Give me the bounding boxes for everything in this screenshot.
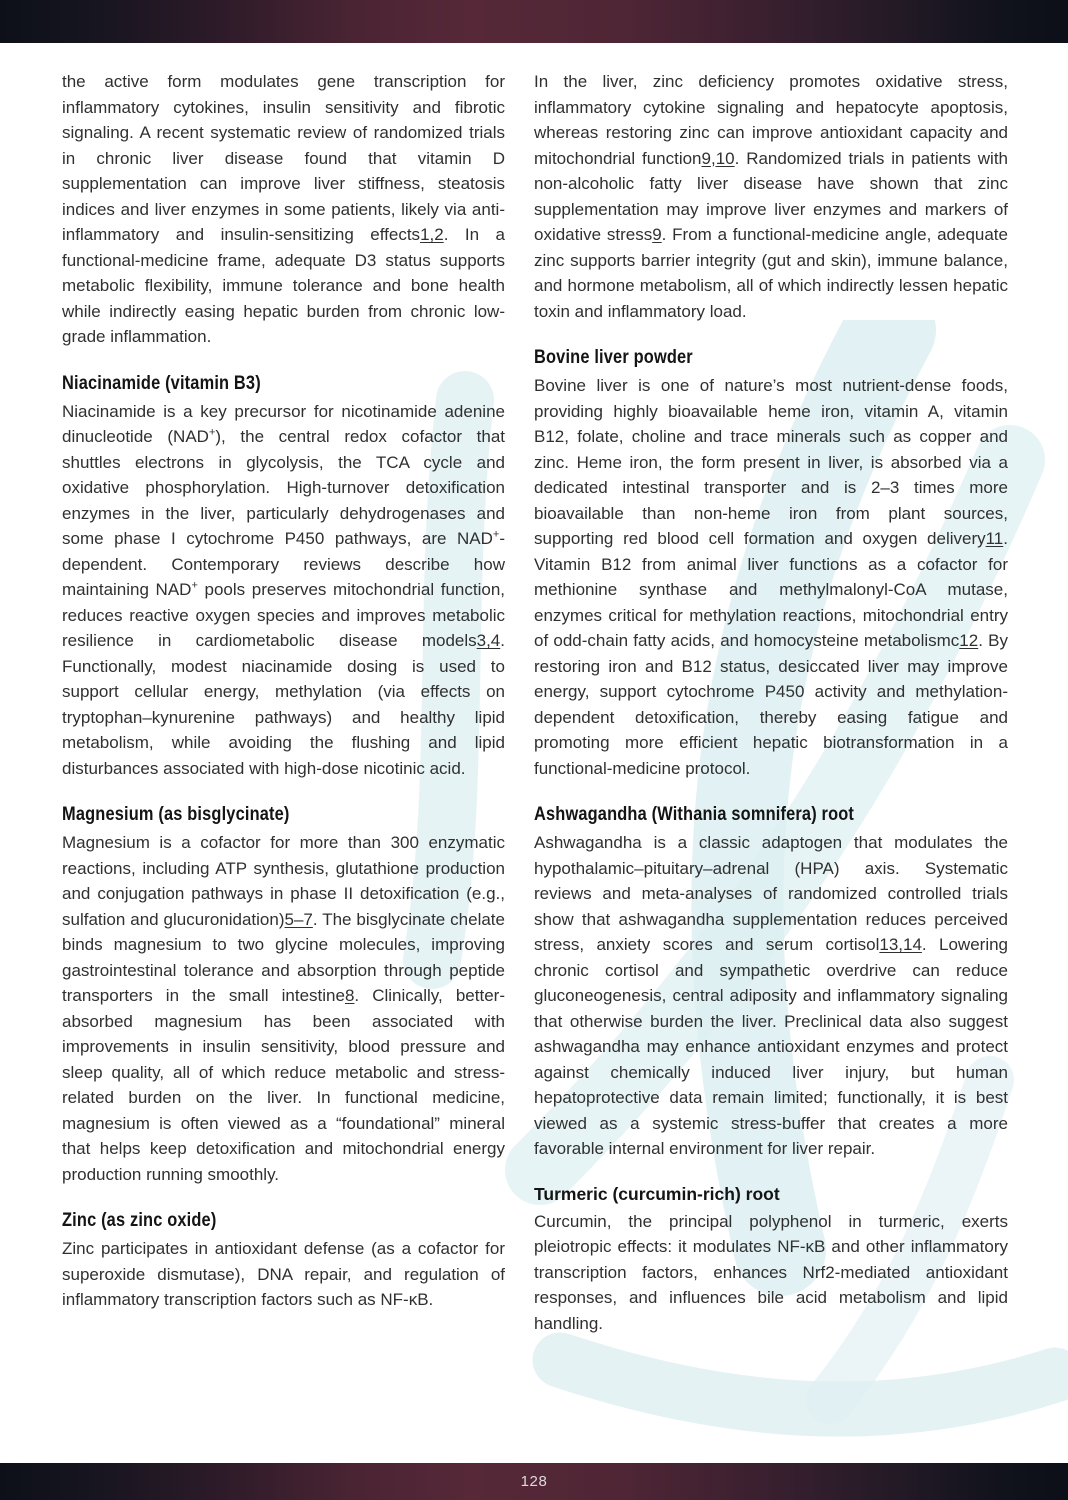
section-heading: Bovine liver powder xyxy=(534,346,693,368)
left-column xyxy=(62,69,505,1336)
paragraph: Niacinamide is a key precursor for nicotinamide adenine dinucleotide (NAD+), the central redox cofactor that shuttles electrons in glycolysis, the TCA cycle and oxidative phosphorylation. High-turnover detoxification enzymes in the liver, particularly dehydrogenases and some phase I cytochrome P450 pathways, are NAD+-dependent. Contemporary reviews describe how maintaining NAD+ pools preserves mitochondrial function, reduces reactive oxygen species and improves metabolic resilience in cardiometabolic disease models3,4. Functionally, modest niacinamide dosing is used to support cellular energy, methylation (via effects on tryptophan–kynurenine pathways) and healthy lipid metabolism, while avoiding the flushing and lipid disturbances associated with high-dose nicotinic acid. xyxy=(62,401,505,778)
superscript: + xyxy=(191,579,198,592)
superscript: + xyxy=(492,528,500,541)
page-content xyxy=(62,43,1008,1336)
header-bar xyxy=(0,0,1068,43)
reference-link[interactable]: 9,10 xyxy=(701,148,735,168)
paragraph: Bovine liver is one of nature’s most nutrient-dense foods, providing highly bioavailable heme iron, vitamin A, vitamin B12, folate, choline and trace minerals such as copper and zinc. Heme iron, the form present in liver, is absorbed via a dedicated intestinal transporter and is 2–3 times more bioavailable than non-heme iron from plant sources, supporting red blood cell formation and oxygen delivery11. Vitamin B12 from animal liver functions as a cofactor for methionine synthase and methylmalonyl-CoA mutase, enzymes critical for methylation reactions, mitochondrial entry of odd-chain fatty acids, and homocysteine metabolismc12. By restoring iron and B12 status, desiccated liver may improve energy, support cytochrome P450 activity and methylation-dependent detoxification, thereby easing fatigue and promoting more efficient hepatic biotransformation in a functional-medicine protocol. xyxy=(534,376,1008,778)
reference-link[interactable]: 1,2 xyxy=(420,225,444,244)
reference-link[interactable]: 8 xyxy=(344,986,355,1005)
section-heading: Zinc (as zinc oxide) xyxy=(62,1209,217,1231)
paragraph: Magnesium is a cofactor for more than 300 enzymatic reactions, including ATP synthesis, glutathione production and conjugation pathways in phase II detoxification (e.g., sulfation and glucuronidation)5–7. The bisglycinate chelate binds magnesium to two glycine molecules, improving gastrointestinal tolerance and absorption through peptide transporters in the small intestine8. Clinically, better-absorbed magnesium has been associated with improvements in insulin sensitivity, blood pressure and sleep quality, all of which reduce metabolic and stress-related burden on the liver. In functional medicine, magnesium is often viewed as a “foundational” mineral that helps keep detoxification and mitochondrial energy production running smoothly. xyxy=(62,833,505,1184)
reference-link[interactable]: 3,4 xyxy=(476,631,501,650)
reference-link[interactable]: 13,14 xyxy=(879,935,922,954)
reference-link[interactable]: 5–7 xyxy=(284,909,313,929)
footer-bar xyxy=(0,1463,1068,1500)
paragraph: Zinc participates in antioxidant defense (as a cofactor for superoxide dismutase), DNA repair, and regulation of inflammatory transcription factors such as NF-κB. xyxy=(62,1239,505,1309)
reference-link[interactable]: 9 xyxy=(652,225,662,244)
reference-link[interactable]: 12 xyxy=(959,631,979,650)
paragraph: Curcumin, the principal polyphenol in turmeric, exerts pleiotropic effects: it modulates NF-κB and other inflammatory transcription factors, enhances Nrf2-mediated antioxidant responses, and influences bile acid metabolism and lipid handling. xyxy=(534,1211,1008,1333)
superscript: + xyxy=(208,426,216,439)
section-heading: Magnesium (as bisglycinate) xyxy=(62,803,290,825)
page-number: 128 xyxy=(520,1473,548,1490)
section-heading: Ashwagandha (Withania somnifera) root xyxy=(534,803,855,825)
reference-link[interactable]: 11 xyxy=(985,529,1004,548)
paragraph: the active form modulates gene transcription for inflammatory cytokines, insulin sensitivity and fibrotic signaling. A recent systematic review of randomized trials in chronic liver disease found that vitamin D supplementation can improve liver stiffness, steatosis indices and liver enzymes in some patients, likely via anti-inflammatory and insulin-sensitizing effects1,2. In a functional-medicine frame, adequate D3 status supports metabolic flexibility, immune tolerance and bone health while indirectly easing hepatic burden from chronic low-grade inflammation. xyxy=(62,72,505,346)
section-heading: Turmeric (curcumin-rich) root xyxy=(534,1183,780,1204)
paragraph: In the liver, zinc deficiency promotes oxidative stress, inflammatory cytokine signaling and hepatocyte apoptosis, whereas restoring zinc can improve antioxidant capacity and mitochondrial function9,10. Randomized trials in patients with non-alcoholic fatty liver disease have shown that zinc supplementation may improve liver enzymes and markers of oxidative stress9. From a functional-medicine angle, adequate zinc supports barrier integrity (gut and skin), immune balance, and hormone metabolism, all of which indirectly lessen hepatic toxin and inflammatory load. xyxy=(534,72,1008,321)
paragraph: Ashwagandha is a classic adaptogen that modulates the hypothalamic–pituitary–adrenal (HPA) axis. Systematic reviews and meta-analyses of randomized controlled trials show that ashwagandha supplementation reduces perceived stress, anxiety scores and serum cortisol13,14. Lowering chronic cortisol and sympathetic overdrive can reduce gluconeogenesis, central adiposity and inflammatory signaling that otherwise burden the liver. Preclinical data also suggest ashwagandha may enhance antioxidant enzymes and protect against chemically induced liver injury, but human hepatoprotective data remain limited; functionally, it is best viewed as a systemic stress-buffer that creates a more favorable internal environment for liver repair. xyxy=(534,833,1008,1158)
right-column xyxy=(534,69,1008,1336)
section-heading: Niacinamide (vitamin B3) xyxy=(62,371,261,394)
